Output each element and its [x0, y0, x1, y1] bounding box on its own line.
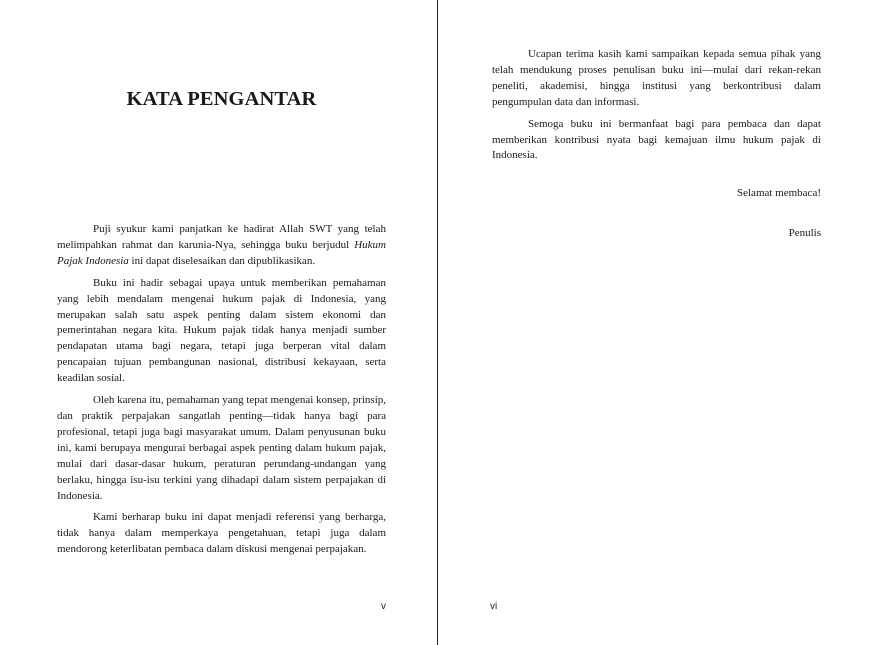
paragraph-1-text-start: Puji syukur kami panjatkan ke hadirat Allah SWT yang telah melimpahkan rahmat dan karunia-Nya, sehingga buku berjudul: [57, 223, 386, 251]
page-number-right: vi: [490, 601, 498, 612]
page-title: KATA PENGANTAR: [126, 88, 317, 110]
paragraph-5: Ucapan terima kasih kami sampaikan kepada semua pihak yang telah mendukung proses penulisan buku ini—mulai dari rekan-rekan peneliti, akademisi, hingga institusi yang berkontribusi dalam pengumpulan data dan informasi.: [492, 48, 821, 108]
paragraph-3: Oleh karena itu, pemahaman yang tepat mengenai konsep, prinsip, dan praktik perpajakan sangatlah penting—tidak hanya bagi para profesional, tetapi juga bagi masyarakat umum. Dalam penyusunan buku ini, kami berupaya mengurai berbagai aspek penting dalam hukum pajak, mulai dari dasar-dasar hukum, peraturan perundang-undangan yang berlaku, hingga isu-isu terkini yang dihadapi dalam sistem perpajakan di Indonesia.: [57, 394, 386, 502]
right-page-body: [492, 47, 821, 239]
paragraph-1-text-end: ini dapat diselesaikan dan dipublikasikan.: [128, 254, 316, 267]
page-number-left: v: [381, 601, 386, 612]
signature: Penulis: [788, 227, 821, 240]
left-page-body: [57, 222, 386, 564]
book-title-italic: Hukum Pajak Indonesia: [57, 238, 386, 267]
right-page: [438, 0, 870, 645]
paragraph-2: Buku ini hadir sebagai upaya untuk memberikan pemahaman yang lebih mendalam mengenai hukum pajak di Indonesia, yang merupakan salah satu aspek penting dalam sistem ekonomi dan pemerintahan negara kita. Hukum pajak tidak hanya menjadi sumber pendapatan utama bagi negara, tetapi juga berperan vital dalam pencapaian tujuan pembangunan nasional, distribusi kekayaan, serta keadilan sosial.: [57, 276, 386, 385]
paragraph-6: Semoga buku ini bermanfaat bagi para pembaca dan dapat memberikan kontribusi nyata bagi kemajuan ilmu hukum pajak di Indonesia.: [492, 117, 821, 162]
paragraph-1: [57, 222, 386, 270]
closing-greeting: Selamat membaca!: [737, 187, 821, 200]
paragraph-4: Kami berharap buku ini dapat menjadi referensi yang berharga, tidak hanya dalam memperkaya pengetahuan, tetapi juga dalam mendorong keterlibatan pembaca dalam diskusi mengenai perpajakan.: [57, 511, 386, 556]
